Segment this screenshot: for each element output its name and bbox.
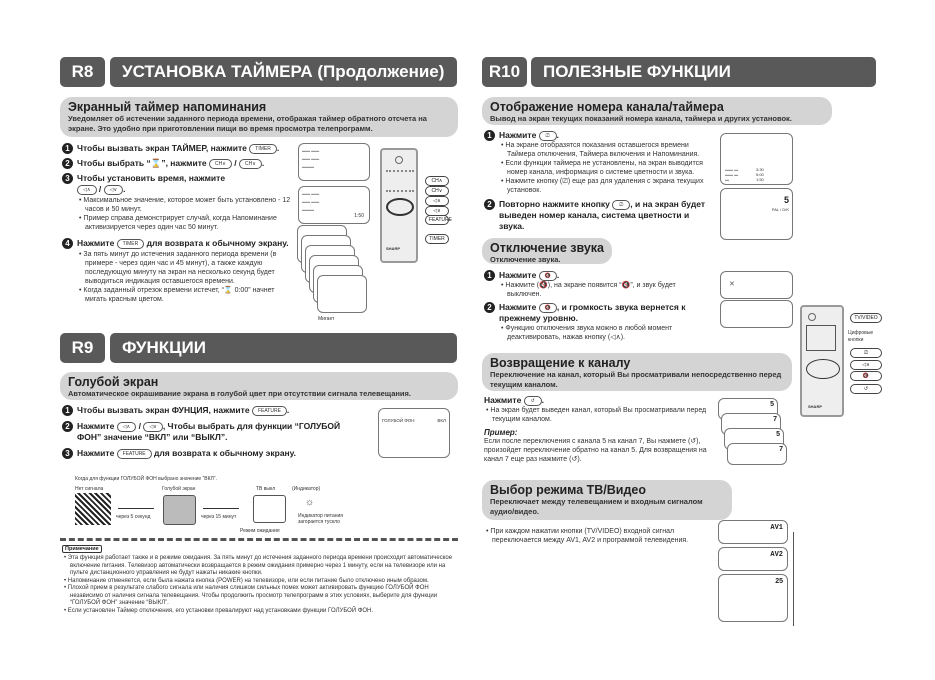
- step-1: [484, 270, 709, 281]
- screen-time: 5:00: [756, 172, 764, 177]
- number-buttons: [386, 170, 414, 192]
- step-text: Повторно нажмите кнопку: [499, 199, 610, 209]
- label-timer: TIMER: [425, 234, 449, 244]
- step-text: Чтобы выбрать “⌛”, нажмите: [77, 158, 207, 168]
- screen-channel-system: PAL / D/K: [771, 207, 789, 212]
- section-number-r9: R9: [60, 333, 105, 363]
- subsection-title: Экранный таймер напоминания: [68, 100, 267, 114]
- flow-standby: Режим ожидания: [240, 528, 280, 534]
- step-2: [62, 158, 297, 169]
- step-text: Нажмите: [77, 421, 115, 431]
- av2-screen: [718, 547, 788, 571]
- timer-button-icon: TIMER: [117, 239, 145, 249]
- bullet: • Если функции таймера не установлены, на экран выводится номер канала, информация о системе цветности и звука.: [501, 160, 703, 176]
- subsection-title: Возвращение к каналу: [490, 356, 631, 370]
- step-number: 1: [62, 143, 73, 154]
- step-2: [62, 421, 342, 443]
- section-number-r10: R10: [482, 57, 527, 87]
- power-icon: [395, 156, 403, 164]
- label-flashback: ↺: [850, 384, 882, 394]
- step-text: для возврата к обычному экрану.: [154, 448, 297, 458]
- note-item: • Напоминание отменяется, если была нажата кнопка (POWER) на телевизоре, или если питание было отключено иным образом.: [64, 577, 429, 584]
- timer-screen-2: ▬▬ ▬▬ ▬▬ ▬▬ ▬▬▬ 1:50: [298, 186, 370, 224]
- ch-up-button-icon: CH∧: [209, 159, 232, 169]
- tv-channel-screen: [718, 574, 788, 622]
- power-icon: [808, 313, 816, 321]
- subsection-description: Уведомляет об истечении заданного периода времени, отображая таймер обратного отсчета на экране. Это удобно при приготовлении пищи во время просмотра телепрограмм.: [68, 114, 427, 133]
- label-vol-up: ◁∧: [425, 196, 449, 206]
- step-text: , Чтобы выбрать для функции “ГОЛУБОЙ ФОН” значение “ВКЛ” или “ВЫКЛ”.: [77, 421, 341, 442]
- remote-brand: SHARP: [386, 246, 401, 251]
- subsection-title: Голубой экран: [68, 375, 159, 389]
- bullet: • За пять минут до истечения заданного периода времени (в примере - через один час и 45 минут), а также каждую последующую минуту на экран на несколько секунд будет выводиться индикация оставшегося времени.: [79, 251, 277, 285]
- no-signal-noise-image: [75, 493, 111, 525]
- timer-info-screen: ▬▬ ▬ ▬▬ ▬ ▬ 3:30 5:00 1:50: [720, 133, 793, 185]
- separator: /: [138, 421, 141, 431]
- subsection-mute: [482, 238, 612, 264]
- screen-input-label: AV2: [770, 551, 783, 559]
- channel-info-screen: [720, 188, 793, 240]
- remote-control-r10: [800, 305, 844, 417]
- note-label: Примечание: [62, 545, 102, 553]
- flow-no-signal-label: Нет сигнала: [75, 486, 104, 492]
- flow-caption: Когда для функции ГОЛУБОЙ ФОН выбрано значение “ВКЛ”.: [75, 476, 217, 482]
- step-text: Нажмите: [484, 395, 522, 405]
- step-text: Нажмите: [77, 238, 115, 248]
- subsection-reminder-timer: [60, 97, 458, 137]
- step-number: 3: [62, 448, 73, 459]
- step-text: Нажмите: [499, 302, 537, 312]
- step-text: для возврата к обычному экрану.: [146, 238, 289, 248]
- stack-channel: 7: [773, 416, 777, 423]
- label-tv-video: TV/VIDEO: [850, 313, 882, 323]
- step-3: [62, 448, 342, 459]
- feature-button-icon: FEATURE: [117, 449, 152, 459]
- punct: .: [556, 130, 560, 140]
- subsection-title: Отображение номера канала/таймера: [490, 100, 724, 114]
- step-1: [484, 130, 709, 141]
- stack-channel: 5: [776, 431, 780, 438]
- subsection-description: Автоматическое окрашивание экрана в голубой цвет при отсутствии сигнала телевещания.: [68, 389, 411, 398]
- step-1: [62, 405, 342, 416]
- step-text: Нажмите: [499, 270, 537, 280]
- flow-tv-off-label: ТВ выкл: [256, 486, 276, 492]
- step-number: 2: [62, 421, 73, 432]
- screen-time: 1:50: [354, 213, 364, 219]
- flow-dim: Индикатор питания загорается тускло: [298, 513, 343, 525]
- punct: .: [276, 143, 280, 153]
- label-number-buttons: Цифровые кнопки: [848, 330, 874, 343]
- mute-on-screen-icon: ✕: [729, 281, 735, 288]
- blue-screen-image: [163, 495, 196, 525]
- section-title-r9: ФУНКЦИИ: [110, 333, 457, 363]
- screen-menu-row: ГОЛУБОЙ ФОН: [382, 418, 415, 423]
- bullet: • Нажмите (🔇), на экране появится “🔇”, и звук будет выключен.: [501, 282, 676, 298]
- step-number: 1: [62, 405, 73, 416]
- mute-screen: [720, 271, 793, 299]
- stack-channel: 7: [779, 446, 783, 453]
- remote-control-r8: [380, 148, 418, 263]
- subsection-blue-screen: [60, 372, 458, 400]
- step-1: [62, 143, 297, 154]
- subsection-tv-video: [482, 480, 732, 520]
- flashback-button-icon: ↺: [524, 396, 542, 406]
- subsection-title: Выбор режима ТВ/Видео: [490, 483, 647, 497]
- note-item: • Если установлен Таймер отключения, его установки превалируют над установками функции ГОЛУБОЙ ФОН.: [64, 607, 374, 614]
- notes-list: [62, 555, 457, 615]
- r10-flashback: [484, 395, 709, 464]
- mute-button-icon: 🔇: [539, 303, 557, 313]
- r10-tv-video: [484, 527, 709, 545]
- bullet: • При каждом нажатии кнопки (TV/VIDEO) входной сигнал переключается между AV1, AV2 и программой телевидения.: [486, 528, 689, 544]
- screen-input-label: AV1: [770, 524, 783, 532]
- screen-menu-value: ВКЛ: [437, 418, 446, 423]
- feature-menu-screen: [378, 408, 450, 458]
- step-number: 2: [62, 158, 73, 169]
- loop-arrow-icon: [790, 532, 794, 626]
- bullet: • Пример справа демонстрирует случай, когда Напоминание активизируется через один час 50 минут.: [79, 215, 277, 231]
- example-text: Если после переключения с канала 5 на канал 7, Вы нажмете (↺), произойдет переключение обратно на канал 5. Для возвращения на канал 7 еще раз нажмите (↺).: [484, 438, 707, 463]
- stack-channel: 5: [770, 401, 774, 408]
- flow-after-15: через 15 минут: [201, 514, 237, 520]
- av1-screen: [718, 520, 788, 544]
- screen-time: 1:50: [756, 177, 764, 182]
- r9-steps: [62, 405, 342, 459]
- flow-after-5: через 5 секунд: [116, 514, 151, 520]
- countdown-screen-stack: [297, 225, 377, 315]
- example-label: Пример:: [484, 428, 518, 437]
- vol-down-button-icon: ◁∨: [143, 422, 163, 432]
- step-number: 2: [484, 302, 495, 313]
- r8-steps: [62, 143, 297, 304]
- feature-button-icon: FEATURE: [252, 406, 287, 416]
- subsection-description: Отключение звука.: [490, 255, 561, 264]
- label-mute: 🔇: [850, 371, 882, 381]
- mute-button-icon: 🔇: [539, 271, 557, 281]
- ch-down-button-icon: CH∨: [239, 159, 262, 169]
- section-title-r10: ПОЛЕЗНЫЕ ФУНКЦИИ: [531, 57, 876, 87]
- subsection-description: Переключает между телевещанием и входным сигналом аудио/видео.: [490, 497, 703, 516]
- blink-label: Мигает: [318, 316, 335, 322]
- subsection-channel-display: [482, 97, 832, 125]
- step-number: 3: [62, 173, 73, 184]
- screen-channel-number: 5: [783, 195, 789, 205]
- note-item: • Плохой прием в результате слабого сигнала или наличия слишком сильных помех может активировать функцию ГОЛУБОЙ ФОН независимо от наличия сигнала телевещания. Чтобы продолжить просмотр телепрограмм в этих условиях, выберите для функции “ГОЛУБОЙ ФОН” значение “ВЫКЛ”.: [64, 585, 438, 606]
- r10-mute-steps: [484, 270, 709, 342]
- remote-brand: SHARP: [808, 404, 823, 409]
- label-ch-down: CH∨: [425, 186, 449, 196]
- step-text: Нажмите: [77, 448, 115, 458]
- screen-channel-number: 25: [775, 578, 783, 585]
- step-2: [484, 302, 709, 324]
- section-number-r8: R8: [60, 57, 105, 87]
- bullet: • Максимальное значение, которое может быть установлено - 12 часов и 50 минут.: [79, 197, 291, 213]
- arrow-icon: [203, 508, 239, 509]
- bullet: • Функцию отключения звука можно в любой момент деактивировать, нажав кнопку (◁∧).: [501, 325, 673, 341]
- vol-down-button-icon: ◁∨: [104, 185, 124, 195]
- flow-blue-label: Голубой экран: [162, 486, 196, 492]
- step-text: Чтобы вызвать экран ТАЙМЕР, нажмите: [77, 143, 247, 153]
- step-3: [62, 173, 297, 195]
- r10-display-steps: [484, 130, 709, 232]
- step-number: 1: [484, 270, 495, 281]
- navigation-pad: [386, 198, 414, 216]
- subsection-flashback: [482, 353, 792, 391]
- step-text: Чтобы вызвать экран ФУНЦИЯ, нажмите: [77, 405, 250, 415]
- navigation-pad: [806, 359, 840, 379]
- indicator-light-icon: ☼: [305, 497, 315, 508]
- section-title-r8: УСТАНОВКА ТАЙМЕРА (Продолжение): [110, 57, 457, 87]
- vol-up-button-icon: ◁∧: [77, 185, 97, 195]
- bullet: • На экран будет выведен канал, который Вы просматривали перед текущим каналом.: [486, 407, 707, 423]
- timer-screen-1: ▬▬ ▬▬ ▬▬ ▬▬ ▬▬▬: [298, 143, 370, 181]
- bullet: • На экране отобразятся показания оставшегося времени Таймера отключения, Таймера включения и Напоминания.: [501, 142, 700, 158]
- screen-time: 3:30: [756, 167, 764, 172]
- step-text: Нажмите: [499, 130, 537, 140]
- step-4: [62, 238, 297, 249]
- label-vol-up: ◁∧: [850, 360, 882, 370]
- step-number: 2: [484, 199, 495, 210]
- step-text: Чтобы установить время, нажмите: [77, 173, 226, 183]
- bullet: • Нажмите кнопку (⎚) еще раз для удаления с экрана текущих установок.: [501, 178, 704, 194]
- tv-off-screen-image: [253, 495, 286, 523]
- separator: /: [234, 158, 237, 168]
- subsection-description: Вывод на экран текущих показаний номера канала, таймера и других установок.: [490, 114, 792, 123]
- flow-indicator-label: (Индикатор): [292, 486, 321, 492]
- timer-button-icon: TIMER: [249, 144, 277, 154]
- label-display: ⎚: [850, 348, 882, 358]
- punct: .: [261, 158, 265, 168]
- separator: /: [98, 184, 102, 194]
- display-button-icon: ⎚: [612, 200, 630, 210]
- unmute-screen: [720, 300, 793, 328]
- divider: [60, 538, 458, 541]
- arrow-icon: [118, 508, 154, 509]
- punct: .: [556, 270, 560, 280]
- subsection-title: Отключение звука: [490, 241, 605, 255]
- bullet: • Когда заданный отрезок времени истечет, “⌛ 0:00” начнет мигать красным цветом.: [79, 287, 275, 303]
- channel-stack-screens: [718, 398, 798, 468]
- subsection-description: Переключение на канал, который Вы просматривали непосредственно перед текущим каналом.: [490, 370, 782, 389]
- punct: .: [123, 184, 126, 194]
- display-button-icon: ⎚: [539, 131, 557, 141]
- step-number: 1: [484, 130, 495, 141]
- vol-up-button-icon: ◁∧: [117, 422, 137, 432]
- punct: .: [286, 405, 290, 415]
- note-item: • Эта функция работает также и в режиме ожидания. За пять минут до истечения заданного периода времени происходит автоматическое включение питания. Телевизор автоматически возвращается в режим ожидания примерно через 1 минуту, если на телевизоре или на пульте дистанционного управления не будут нажаты никакие кнопки.: [64, 555, 453, 576]
- number-buttons: [806, 325, 836, 351]
- step-text: , и громкость звука вернется к прежнему уровню.: [499, 302, 686, 323]
- label-vol-down: ◁∨: [425, 206, 449, 216]
- step-number: 4: [62, 238, 73, 249]
- label-feature: FEATURE: [425, 215, 449, 225]
- step-text: , и на экран будет выведен номер канала, система цветности и звука.: [499, 199, 705, 231]
- step-2: [484, 199, 709, 232]
- flashback-press: Нажмите ↺ .: [484, 395, 545, 405]
- label-ch-up: CH∧: [425, 176, 449, 186]
